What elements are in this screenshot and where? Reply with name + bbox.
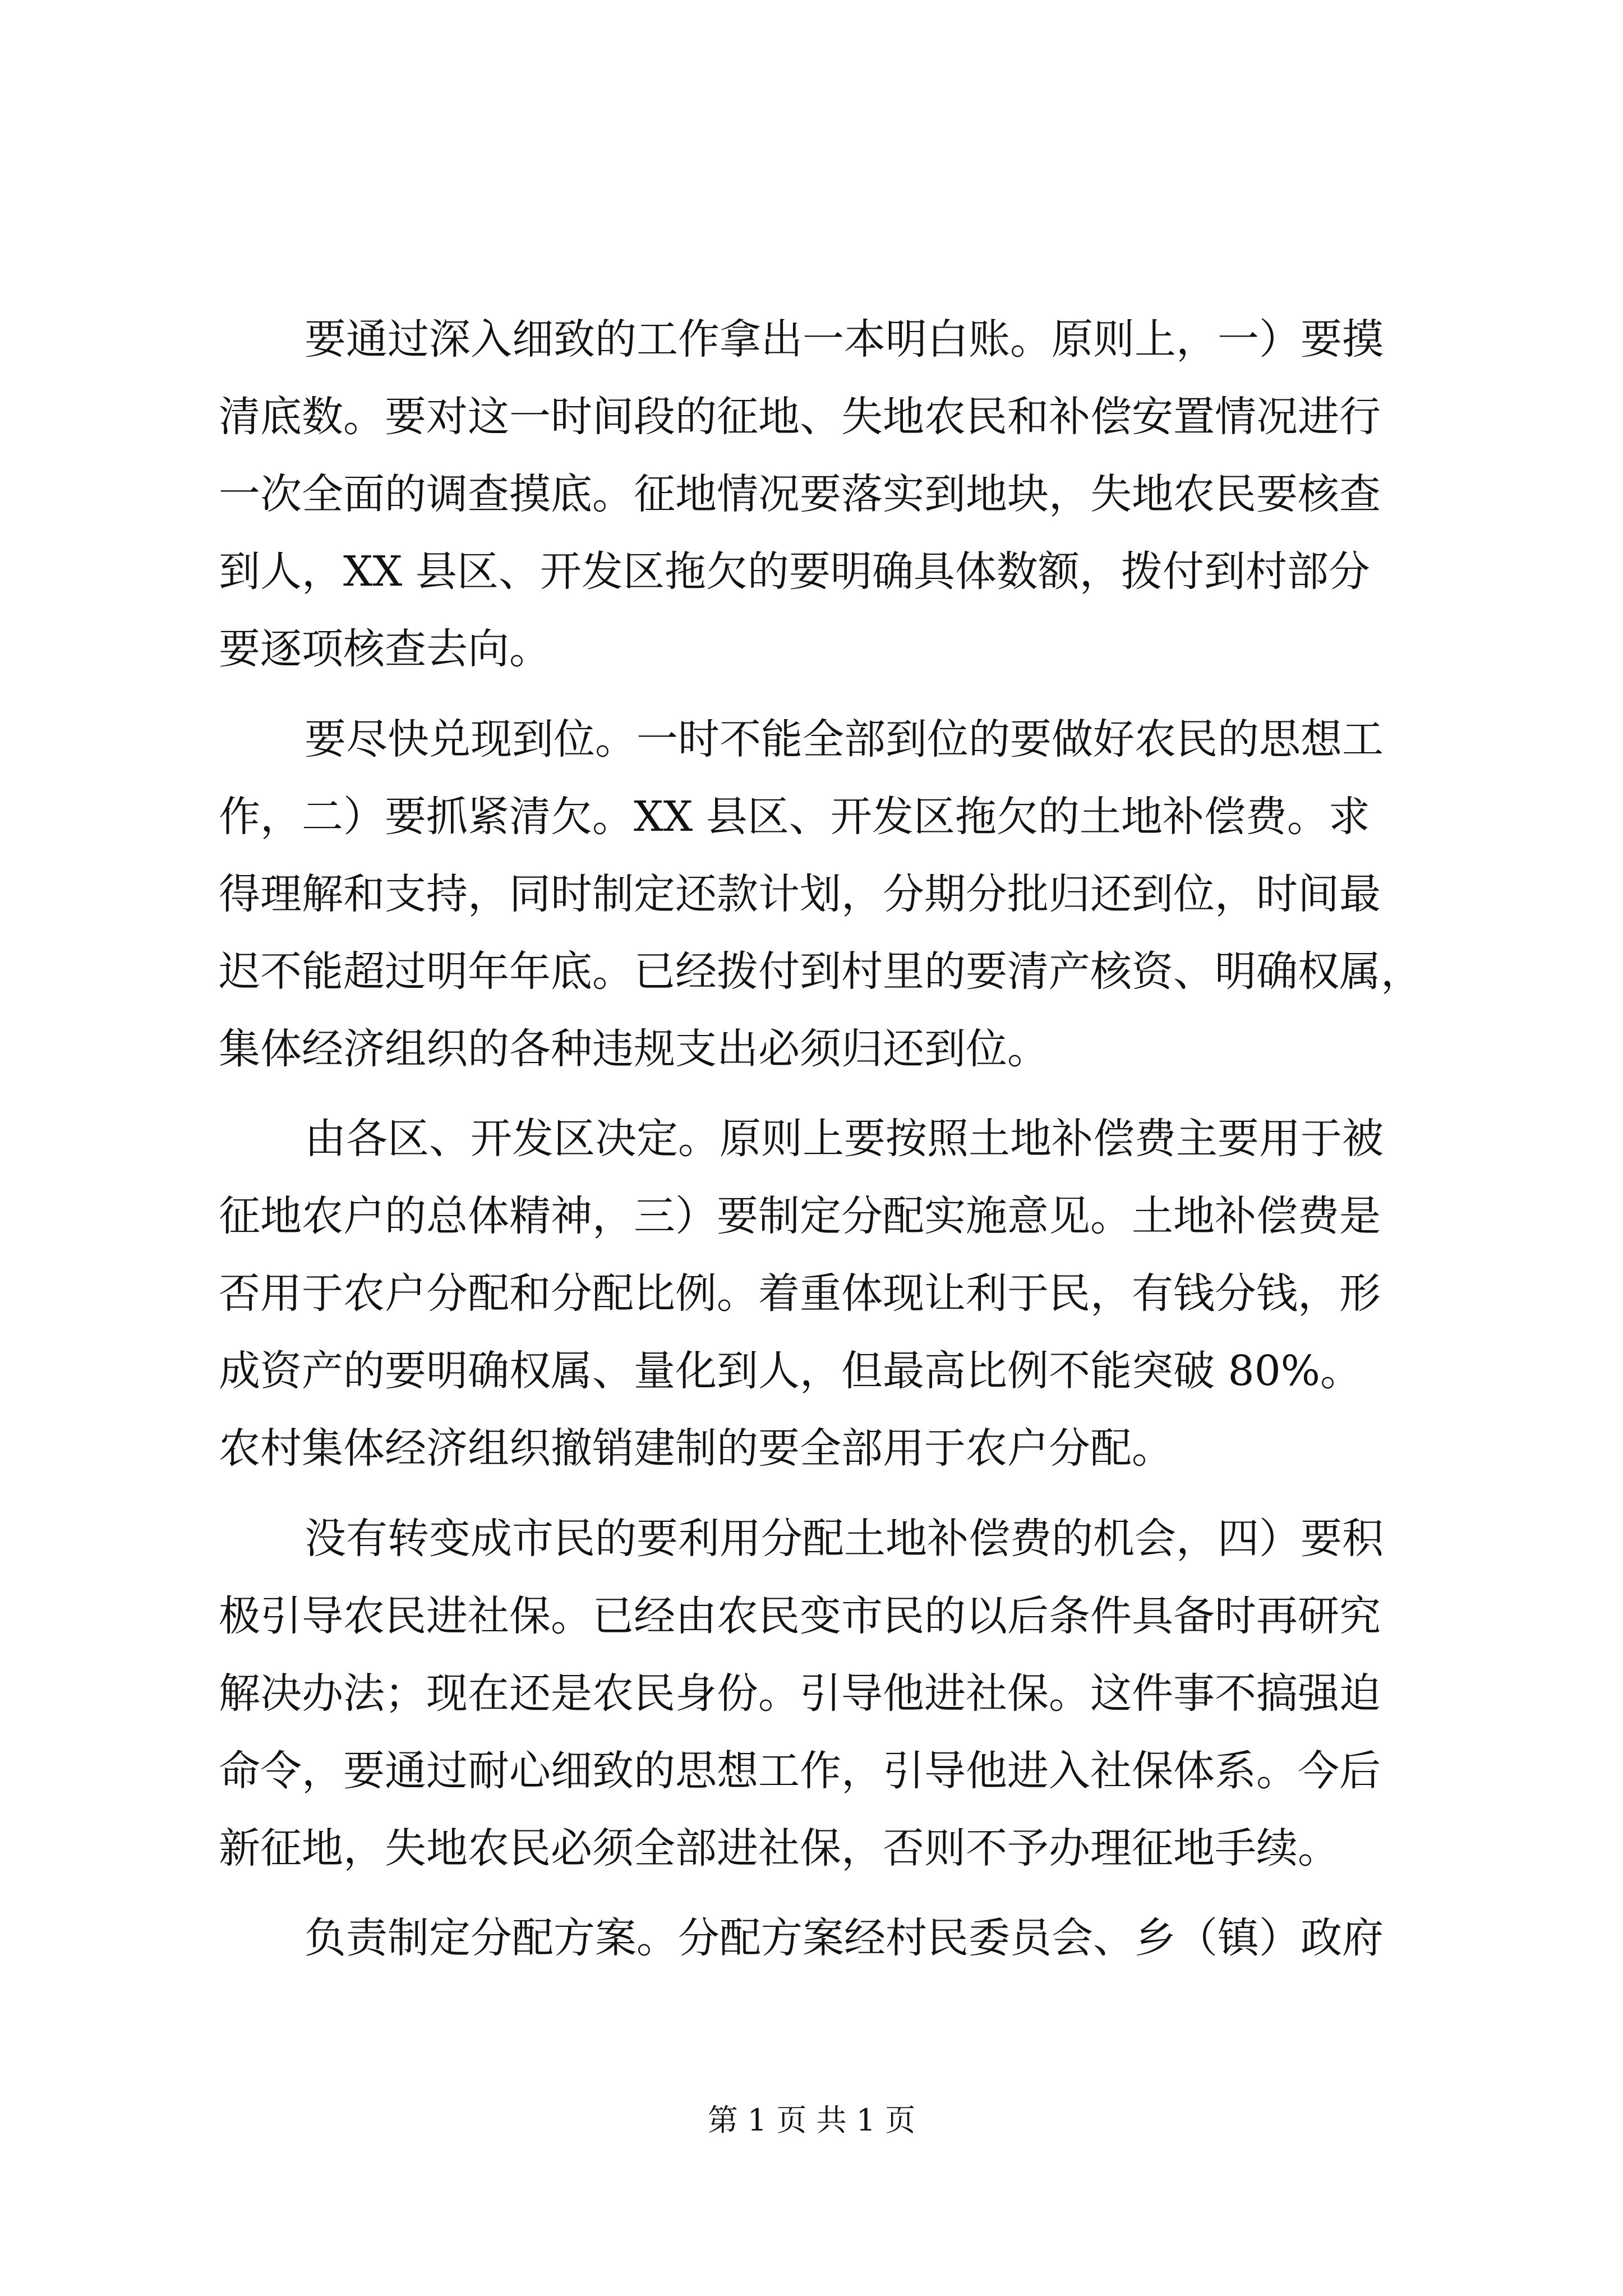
paragraph-4-line-3: 解决办法；现在还是农民身份。引导他进社保。这件事不搞强迫 <box>219 1669 1381 1718</box>
page-footer <box>0 2101 1623 2140</box>
paragraph-2-line-2: 作，二）要抓紧清欠。XX 县区、开发区拖欠的土地补偿费。求 <box>219 793 1370 841</box>
paragraph-4-line-2: 极引导农民进社保。已经由农民变市民的以后条件具备时再研究 <box>219 1592 1381 1640</box>
paragraph-2-line-1: 要尽快兑现到位。一时不能全部到位的要做好农民的思想工 <box>305 715 1384 763</box>
paragraph-4-line-4: 命令，要通过耐心细致的思想工作，引导他进入社保体系。今后 <box>219 1747 1381 1795</box>
paragraph-1-line-2: 清底数。要对这一时间段的征地、失地农民和补偿安置情况进行 <box>219 393 1381 441</box>
page-number-label: 第 1 页 共 1 页 <box>707 2102 916 2138</box>
paragraph-1-line-4: 到人，XX 县区、开发区拖欠的要明确具体数额，拨付到村部分 <box>219 547 1370 596</box>
paragraph-5-line-1: 负责制定分配方案。分配方案经村民委员会、乡（镇）政府 <box>305 1914 1384 1962</box>
paragraph-2-line-3: 得理解和支持，同时制定还款计划，分期分批归还到位，时间最 <box>219 870 1381 918</box>
paragraph-1-line-3: 一次全面的调查摸底。征地情况要落实到地块，失地农民要核查 <box>219 470 1381 518</box>
paragraph-1-line-5: 要逐项核查去向。 <box>219 625 551 673</box>
paragraph-2-line-4: 迟不能超过明年年底。已经拨付到村里的要清产核资、明确权属， <box>219 947 1422 996</box>
paragraph-4-line-5: 新征地，失地农民必须全部进社保，否则不予办理征地手续。 <box>219 1824 1339 1872</box>
paragraph-3-line-2: 征地农户的总体精神，三）要制定分配实施意见。土地补偿费是 <box>219 1192 1381 1240</box>
paragraph-4-line-1: 没有转变成市民的要利用分配土地补偿费的机会，四）要积 <box>305 1515 1384 1563</box>
paragraph-2-line-5: 集体经济组织的各种违规支出必须归还到位。 <box>219 1025 1049 1073</box>
paragraph-3-line-5: 农村集体经济组织撤销建制的要全部用于农户分配。 <box>219 1424 1173 1473</box>
paragraph-1-line-1: 要通过深入细致的工作拿出一本明白账。原则上，一）要摸 <box>305 315 1384 364</box>
paragraph-3-line-1: 由各区、开发区决定。原则上要按照土地补偿费主要用于被 <box>305 1115 1384 1163</box>
paragraph-3-line-3: 否用于农户分配和分配比例。着重体现让利于民，有钱分钱，形 <box>219 1269 1381 1318</box>
paragraph-3-line-4: 成资产的要明确权属、量化到人，但最高比例不能突破 80%。 <box>219 1347 1362 1395</box>
